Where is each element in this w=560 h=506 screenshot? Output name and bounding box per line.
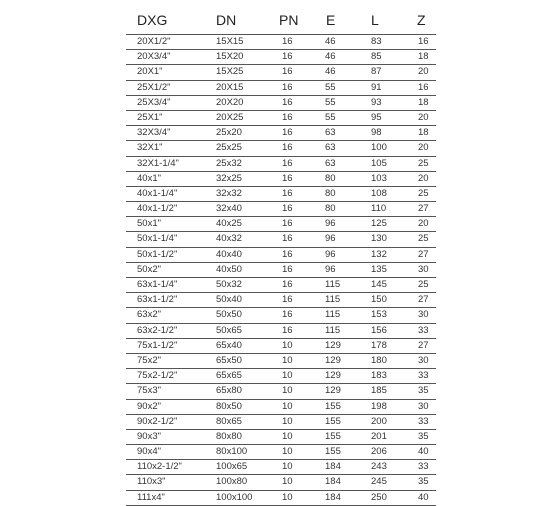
cell-e: 46 [325,66,336,78]
cell-l: 108 [371,187,387,199]
cell-z: 33 [418,461,429,473]
cell-pn: 16 [282,172,293,184]
cell-dn: 40x50 [216,263,242,275]
table-row [126,35,436,50]
table-row [126,111,436,126]
cell-dxg: 50x1" [137,218,161,230]
cell-e: 115 [325,279,341,290]
cell-e: 155 [325,430,341,442]
cell-z: 30 [418,400,429,412]
table-row [126,172,436,187]
cell-e: 96 [325,233,336,245]
cell-dn: 32x40 [216,203,242,215]
cell-dxg: 110x3" [137,476,166,488]
cell-l: 150 [371,294,387,306]
cell-l: 85 [371,51,382,63]
cell-dxg: 75x2-1/2" [137,370,178,382]
cell-dn: 50x65 [216,324,242,336]
cell-z: 20 [418,142,429,154]
cell-dxg: 90x2-1/2" [137,415,178,427]
header-pn: PN [279,12,299,28]
table-row [126,202,436,217]
table-row [126,339,436,354]
cell-dn: 32x25 [216,172,242,184]
cell-pn: 10 [282,400,293,412]
cell-z: 35 [418,385,429,397]
cell-z: 35 [418,476,429,488]
cell-dn: 65x80 [216,385,242,397]
cell-pn: 10 [282,491,293,503]
cell-z: 20 [418,218,429,230]
cell-dxg: 40x1" [137,172,161,184]
cell-dxg: 90x3" [137,430,161,442]
cell-pn: 10 [282,354,293,366]
cell-z: 25 [418,233,429,245]
cell-dxg: 25X1/2" [137,81,171,93]
cell-e: 63 [325,127,336,139]
cell-l: 178 [371,339,387,351]
cell-pn: 10 [282,370,293,382]
cell-dn: 80x50 [216,400,242,412]
cell-l: 83 [371,36,382,47]
cell-pn: 16 [282,309,293,321]
table-row [126,217,436,232]
table-row [126,248,436,263]
cell-z: 16 [418,81,429,93]
table-row [126,96,436,111]
table-row [126,232,436,247]
cell-z: 18 [418,127,429,139]
cell-z: 27 [418,294,429,306]
cell-e: 155 [325,446,341,458]
cell-z: 35 [418,430,429,442]
cell-z: 25 [418,187,429,199]
cell-pn: 16 [282,66,293,78]
cell-pn: 10 [282,476,293,488]
cell-l: 250 [371,491,387,503]
cell-dn: 65x65 [216,370,242,382]
cell-dn: 40x40 [216,248,242,260]
cell-dxg: 40x1-1/4" [137,187,178,199]
cell-z: 16 [418,36,429,47]
cell-e: 115 [325,309,341,321]
cell-e: 55 [325,81,336,93]
cell-dn: 65x50 [216,354,242,366]
cell-dxg: 75x3" [137,385,161,397]
cell-l: 183 [371,370,387,382]
cell-z: 33 [418,415,429,427]
cell-e: 115 [325,324,341,336]
cell-l: 153 [371,309,387,321]
cell-dn: 80x100 [216,446,248,458]
table-body [126,35,436,506]
cell-dxg: 40x1-1/2" [137,203,178,215]
cell-l: 93 [371,96,382,108]
cell-z: 30 [418,354,429,366]
cell-dn: 80x65 [216,415,242,427]
cell-dxg: 90x4" [137,446,161,458]
header-dxg: DXG [137,12,168,28]
cell-pn: 16 [282,218,293,230]
cell-dn: 15X25 [216,66,244,78]
cell-pn: 16 [282,96,293,108]
cell-e: 96 [325,218,336,230]
table-row [126,384,436,399]
cell-pn: 16 [282,233,293,245]
cell-dn: 100x100 [216,491,253,503]
cell-e: 155 [325,415,341,427]
table-row [126,50,436,65]
table-row [126,445,436,460]
table-row [126,263,436,278]
cell-dn: 20X25 [216,111,244,123]
cell-dn: 20X20 [216,96,244,108]
table-row [126,415,436,430]
table-row [126,460,436,475]
cell-pn: 10 [282,446,293,458]
cell-dn: 32x32 [216,187,242,199]
cell-pn: 16 [282,51,293,63]
cell-z: 30 [418,309,429,321]
cell-z: 27 [418,248,429,260]
cell-dn: 50x50 [216,309,242,321]
cell-z: 20 [418,111,429,123]
cell-dn: 50x32 [216,279,242,290]
cell-pn: 16 [282,157,293,169]
cell-dxg: 110x2-1/2" [137,461,182,473]
cell-l: 87 [371,66,382,78]
cell-e: 129 [325,385,341,397]
cell-dn: 25x20 [216,127,242,139]
cell-z: 18 [418,51,429,63]
cell-dxg: 63x2-1/2" [137,324,178,336]
cell-dxg: 20X3/4" [137,51,171,63]
cell-l: 206 [371,446,387,458]
cell-z: 18 [418,96,429,108]
cell-dxg: 63x1-1/2" [137,294,178,306]
cell-l: 245 [371,476,387,488]
cell-dn: 40x25 [216,218,242,230]
cell-l: 185 [371,385,387,397]
cell-dxg: 50x1-1/2" [137,248,178,260]
cell-pn: 16 [282,294,293,306]
cell-l: 180 [371,354,387,366]
table-row [126,81,436,96]
cell-dn: 25x25 [216,142,242,154]
cell-l: 132 [371,248,387,260]
cell-e: 63 [325,142,336,154]
cell-l: 145 [371,279,387,290]
table-row [126,157,436,172]
cell-dn: 40x32 [216,233,242,245]
table-row [126,65,436,80]
cell-dxg: 63x1-1/4" [137,279,178,290]
cell-dxg: 32X3/4" [137,127,171,139]
cell-dxg: 32X1" [137,142,163,154]
cell-dn: 20X15 [216,81,244,93]
cell-e: 96 [325,248,336,260]
cell-dxg: 25X3/4" [137,96,171,108]
table-row [126,369,436,384]
cell-l: 198 [371,400,387,412]
cell-dxg: 32X1-1/4" [137,157,179,169]
spec-table [126,8,436,506]
cell-e: 129 [325,370,341,382]
cell-e: 96 [325,263,336,275]
cell-e: 46 [325,51,336,63]
cell-pn: 16 [282,187,293,199]
cell-l: 135 [371,263,387,275]
table-row [126,324,436,339]
table-row [126,308,436,323]
table-header [126,8,436,35]
cell-pn: 10 [282,339,293,351]
cell-dxg: 50x1-1/4" [137,233,178,245]
cell-e: 184 [325,461,341,473]
cell-dxg: 25X1" [137,111,163,123]
table-row [126,293,436,308]
cell-dxg: 63x2" [137,309,161,321]
cell-pn: 16 [282,142,293,154]
cell-e: 80 [325,187,336,199]
cell-l: 200 [371,415,387,427]
cell-pn: 16 [282,127,293,139]
table-row [126,141,436,156]
cell-l: 105 [371,157,387,169]
header-z: Z [417,12,426,28]
cell-z: 33 [418,324,429,336]
cell-l: 100 [371,142,387,154]
table-row [126,278,436,293]
cell-l: 243 [371,461,387,473]
cell-e: 115 [325,294,341,306]
cell-e: 129 [325,354,341,366]
cell-z: 25 [418,157,429,169]
cell-z: 27 [418,203,429,215]
cell-pn: 16 [282,248,293,260]
cell-e: 80 [325,203,336,215]
table-row [126,354,436,369]
cell-dn: 80x80 [216,430,242,442]
cell-pn: 16 [282,324,293,336]
table-row [126,430,436,445]
cell-dxg: 90x2" [137,400,161,412]
cell-dn: 15X20 [216,51,244,63]
cell-l: 201 [371,430,387,442]
cell-e: 80 [325,172,336,184]
cell-dn: 100x65 [216,461,248,473]
header-dn: DN [216,12,237,28]
cell-l: 125 [371,218,387,230]
cell-dxg: 50x2" [137,263,161,275]
cell-pn: 10 [282,385,293,397]
cell-e: 184 [325,476,341,488]
cell-z: 20 [418,172,429,184]
cell-dxg: 75x2" [137,354,161,366]
cell-z: 33 [418,370,429,382]
cell-l: 98 [371,127,382,139]
cell-dxg: 20X1" [137,66,163,78]
cell-pn: 16 [282,203,293,215]
cell-pn: 16 [282,279,293,290]
cell-z: 40 [418,491,429,503]
cell-e: 63 [325,157,336,169]
cell-dxg: 20X1/2" [137,36,171,47]
cell-e: 55 [325,96,336,108]
cell-dn: 100x80 [216,476,248,488]
cell-l: 130 [371,233,387,245]
table-row [126,187,436,202]
cell-e: 55 [325,111,336,123]
cell-e: 129 [325,339,341,351]
cell-z: 30 [418,263,429,275]
header-l: L [371,12,379,28]
cell-e: 155 [325,400,341,412]
cell-pn: 16 [282,81,293,93]
cell-dn: 50x40 [216,294,242,306]
table-row [126,475,436,490]
header-e: E [326,12,336,28]
cell-pn: 16 [282,263,293,275]
table-row [126,126,436,141]
cell-l: 91 [371,81,382,93]
cell-pn: 10 [282,430,293,442]
cell-e: 46 [325,36,336,47]
cell-dxg: 75x1-1/2" [137,339,178,351]
cell-pn: 10 [282,461,293,473]
cell-z: 27 [418,339,429,351]
cell-z: 40 [418,446,429,458]
cell-e: 184 [325,491,341,503]
cell-l: 110 [371,203,387,215]
cell-dn: 65x40 [216,339,242,351]
cell-l: 103 [371,172,387,184]
cell-l: 95 [371,111,382,123]
cell-dxg: 111x4" [137,491,165,503]
cell-z: 25 [418,279,429,290]
cell-pn: 16 [282,36,293,47]
cell-dn: 25x32 [216,157,242,169]
table-row [126,400,436,415]
cell-z: 20 [418,66,429,78]
cell-l: 156 [371,324,387,336]
cell-dn: 15X15 [216,36,244,47]
cell-pn: 16 [282,111,293,123]
cell-pn: 10 [282,415,293,427]
